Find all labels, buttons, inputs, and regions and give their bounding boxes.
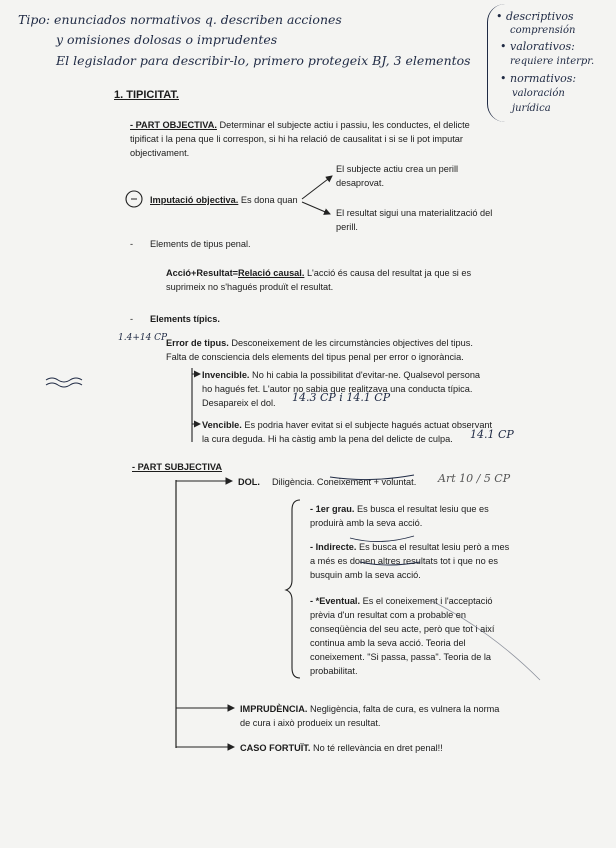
invencible-label: Invencible. (202, 370, 250, 380)
scribble-mark (46, 378, 82, 387)
indirecte-label: - Indirecte. (310, 542, 357, 552)
part-objectiva-text1: Determinar el subjecte actiu i passiu, les conductes, el delicte (216, 120, 470, 130)
hand-ref-art: Art 10 / 5 CP (438, 472, 511, 485)
vencible-label: Vencible. (202, 420, 242, 430)
caso-label: CASO FORTUÏT. (240, 743, 311, 753)
indirecte-text1: Es busca el resultat lesiu però a mes (356, 542, 510, 552)
imputacio-branch2-a: El resultat sigui una materialització del (336, 208, 493, 218)
error-label: Error de tipus. (166, 338, 229, 348)
hand-right-1: • descriptivos (496, 10, 574, 23)
indirecte-text3: busquin amb la seva acció. (310, 570, 421, 580)
invencible-text3: Desapareix el dol. (202, 398, 276, 408)
imputacio-label: Imputació objectiva. (150, 195, 239, 205)
imputacio-branch1-a: El subjecte actiu crea un perill (336, 164, 459, 174)
caso-text: No té rellevància en dret penal!! (310, 743, 443, 753)
accio-text2: suprimeix no s'hagués produït el resultat. (166, 282, 334, 292)
indirecte-text2: a més es donen altres resultats tot i que no es (310, 556, 498, 566)
grau1-label: - 1er grau. (310, 504, 355, 514)
section-title: 1. TIPICITAT. (114, 89, 179, 101)
eventual-text4: continua amb la seva acció. Teoria del (310, 638, 466, 648)
imprudencia-label: IMPRUDÈNCIA. (240, 704, 308, 714)
grau1-text2: produirà amb la seva acció. (310, 518, 423, 528)
eventual-text1: Es el coneixement i l'acceptació (360, 596, 493, 606)
elements-tipics: Elements típics. (150, 314, 220, 324)
hand-right-5: • normativos: (500, 72, 577, 85)
part-subjectiva-label: - PART SUBJECTIVA (132, 462, 223, 472)
accio-text1: L'acció és causa del resultat ja que si es (304, 268, 472, 278)
hand-note-line3: El legislador para describir-lo, primero protegeix BJ, 3 elementos (56, 53, 471, 68)
eventual-text3: conseqüència del seu acte, però que tot i així (310, 624, 495, 634)
hand-right-2: comprensión (510, 25, 576, 36)
accio-label: Acció+Resultat= (166, 268, 238, 278)
part-objectiva-label: - PART OBJECTIVA. (130, 120, 217, 130)
hand-note-line1: Tipo: enunciados normativos q. describen acciones (18, 12, 342, 27)
hand-ref-141: 14.1 CP (470, 428, 514, 441)
elements-penal: Elements de tipus penal. (150, 239, 251, 249)
hand-right-4: requiere interpr. (510, 56, 595, 67)
eventual-label: - *Eventual. (310, 596, 361, 606)
hand-note-line2: y omisiones dolosas o imprudentes (56, 32, 278, 47)
invencible-text2: ho hagués fet. L'autor no sabia que realitzava una conducta típica. (202, 384, 473, 394)
error-text2: Falta de consciencia dels elements del tipus penal per error o ignorància. (166, 352, 464, 362)
part-objectiva-text3: objectivament. (130, 148, 190, 158)
part-objectiva-text2: tipificat i la pena que li correspon, si hi ha relació de causalitat i si se li pot imputar (130, 134, 463, 144)
imprudencia-text1: Negligència, falta de cura, es vulnera la norma (307, 704, 500, 714)
dol-label: DOL. (238, 477, 260, 487)
dol-text: Diligència. Coneixement + voluntat. (272, 477, 417, 487)
imputacio-text: Es dona quan (238, 195, 298, 205)
bullet-dash-1: - (130, 239, 134, 249)
dol-brace (286, 500, 300, 678)
invencible-text1: No hi cabia la possibilitat d'evitar-ne. Qualsevol persona (249, 370, 481, 380)
bullet-dash-2: - (130, 314, 134, 324)
eventual-text2: prèvia d'un resultat com a probable en (310, 610, 466, 620)
grau1-text1: Es busca el resultat lesiu que es (354, 504, 489, 514)
eventual-text6: probabilitat. (310, 666, 358, 676)
hand-right-6: valoración (512, 88, 565, 99)
accio-causal: Relació causal. (238, 268, 305, 278)
imputacio-branch2-b: perill. (336, 222, 358, 232)
vencible-text1: Es podria haver evitat si el subjecte hagués actuat observant (241, 420, 493, 430)
hand-right-7: jurídica (512, 103, 551, 114)
imprudencia-text2: de cura i això produeix un resultat. (240, 718, 381, 728)
arrow-branch1 (302, 176, 332, 199)
arrow-branch2 (302, 202, 330, 214)
hand-ref-143: 14.3 CP i 14.1 CP (292, 391, 391, 404)
error-text1: Desconeixement de les circumstàncies objectives del tipus. (228, 338, 473, 348)
vencible-text2: la cura deguda. Hi ha càstig amb la pena del delicte de culpa. (202, 434, 453, 444)
eventual-text5: coneixement. "Si passa, passa". Teoria de la (310, 652, 492, 662)
hand-ref-1415: 1.4+14 CP (118, 333, 168, 343)
imputacio-branch1-b: desaprovat. (336, 178, 385, 188)
hand-right-3: • valorativos: (500, 40, 575, 53)
